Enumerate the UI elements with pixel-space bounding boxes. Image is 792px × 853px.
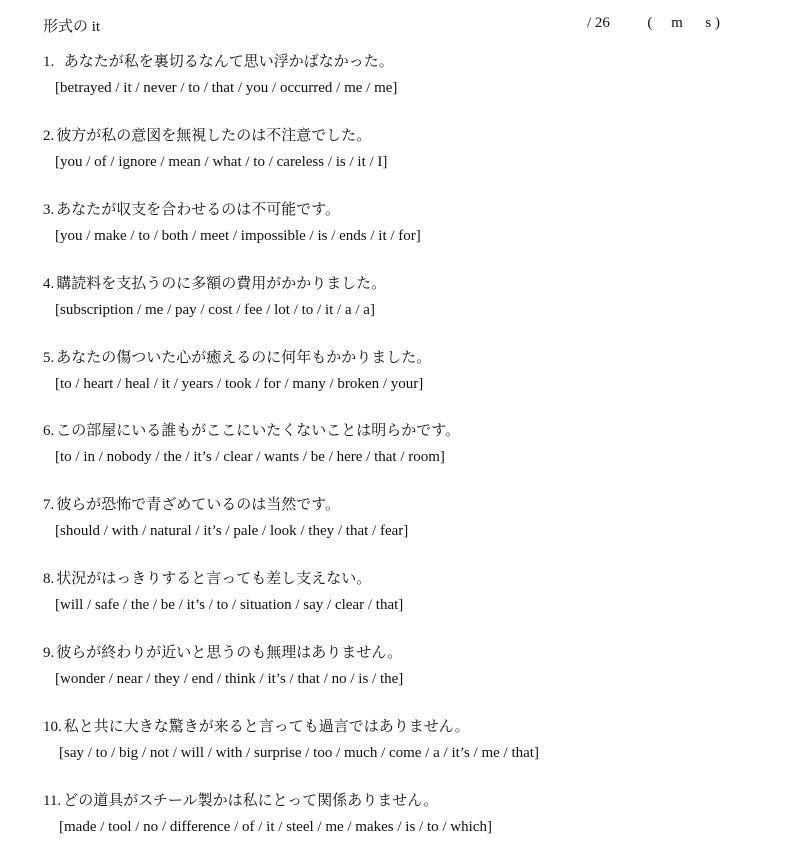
question-number: 2.	[43, 128, 55, 144]
question-6	[43, 421, 763, 467]
score-and-time	[587, 15, 720, 32]
worksheet-title: 形式の it	[43, 19, 101, 35]
question-japanese: 彼らが終わりが近いと思うのも無理はありません。	[56, 645, 403, 661]
question-number: 4.	[43, 276, 55, 292]
question-number: 11.	[43, 793, 62, 809]
time-minutes-label: m	[671, 15, 683, 31]
question-number: 6.	[43, 423, 55, 439]
question-japanese: 購読料を支払うのに多額の費用がかかりました。	[56, 276, 387, 292]
question-word-bank: [to / in / nobody / the / it’s / clear / wants / be / here / that / room]	[55, 449, 445, 465]
question-word-bank: [you / make / to / both / meet / impossible / is / ends / it / for]	[55, 228, 421, 244]
question-word-bank: [betrayed / it / never / to / that / you / occurred / me / me]	[55, 80, 398, 96]
question-4	[43, 274, 763, 320]
question-10	[43, 717, 763, 763]
question-9	[43, 643, 763, 689]
question-8	[43, 569, 763, 615]
question-japanese: 私と共に大きな驚きが来ると言っても過言ではありません。	[63, 719, 470, 735]
question-5	[43, 348, 763, 394]
question-word-bank: [say / to / big / not / will / with / surprise / too / much / come / a / it’s / me / that]	[59, 745, 539, 761]
question-japanese: あなたの傷ついた心が癒えるのに何年もかかりました。	[56, 350, 432, 366]
question-word-bank: [subscription / me / pay / cost / fee / lot / to / it / a / a]	[55, 302, 375, 318]
question-japanese: あなたが収支を合わせるのは不可能です。	[56, 202, 341, 218]
question-japanese: この部屋にいる誰もがここにいたくないことは明らかです。	[56, 423, 461, 439]
question-japanese: あなたが私を裏切るなんて思い浮かばなかった。	[63, 54, 394, 70]
score-total: / 26	[587, 15, 610, 31]
question-number: 9.	[43, 645, 55, 661]
question-japanese: 彼らが恐怖で青ざめているのは当然です。	[56, 497, 341, 513]
time-open-paren: (	[647, 15, 653, 31]
worksheet-header	[43, 15, 742, 35]
question-japanese: 彼方が私の意図を無視したのは不注意でした。	[56, 128, 372, 144]
question-2	[43, 126, 763, 172]
question-number: 3.	[43, 202, 55, 218]
time-seconds-label: s	[705, 15, 712, 31]
question-word-bank: [you / of / ignore / mean / what / to / careless / is / it / I]	[55, 154, 388, 170]
question-number: 7.	[43, 497, 55, 513]
time-close-paren: )	[714, 15, 720, 31]
question-number: 8.	[43, 571, 55, 587]
question-japanese: どの道具がスチール製かは私にとって関係ありません。	[63, 793, 439, 809]
question-number: 10.	[43, 719, 62, 735]
question-number: 5.	[43, 350, 55, 366]
question-number: 1.	[43, 54, 55, 70]
question-word-bank: [wonder / near / they / end / think / it’s / that / no / is / the]	[55, 671, 404, 687]
question-11	[43, 791, 763, 837]
question-word-bank: [made / tool / no / difference / of / it / steel / me / makes / is / to / which]	[59, 819, 492, 835]
question-word-bank: [will / safe / the / be / it’s / to / situation / say / clear / that]	[55, 597, 404, 613]
question-word-bank: [to / heart / heal / it / years / took / for / many / broken / your]	[55, 376, 424, 392]
question-7	[43, 495, 763, 541]
question-word-bank: [should / with / natural / it’s / pale / look / they / that / fear]	[55, 523, 409, 539]
question-japanese: 状況がはっきりすると言っても差し支えない。	[56, 571, 372, 587]
question-3	[43, 200, 763, 246]
question-1	[43, 52, 763, 98]
